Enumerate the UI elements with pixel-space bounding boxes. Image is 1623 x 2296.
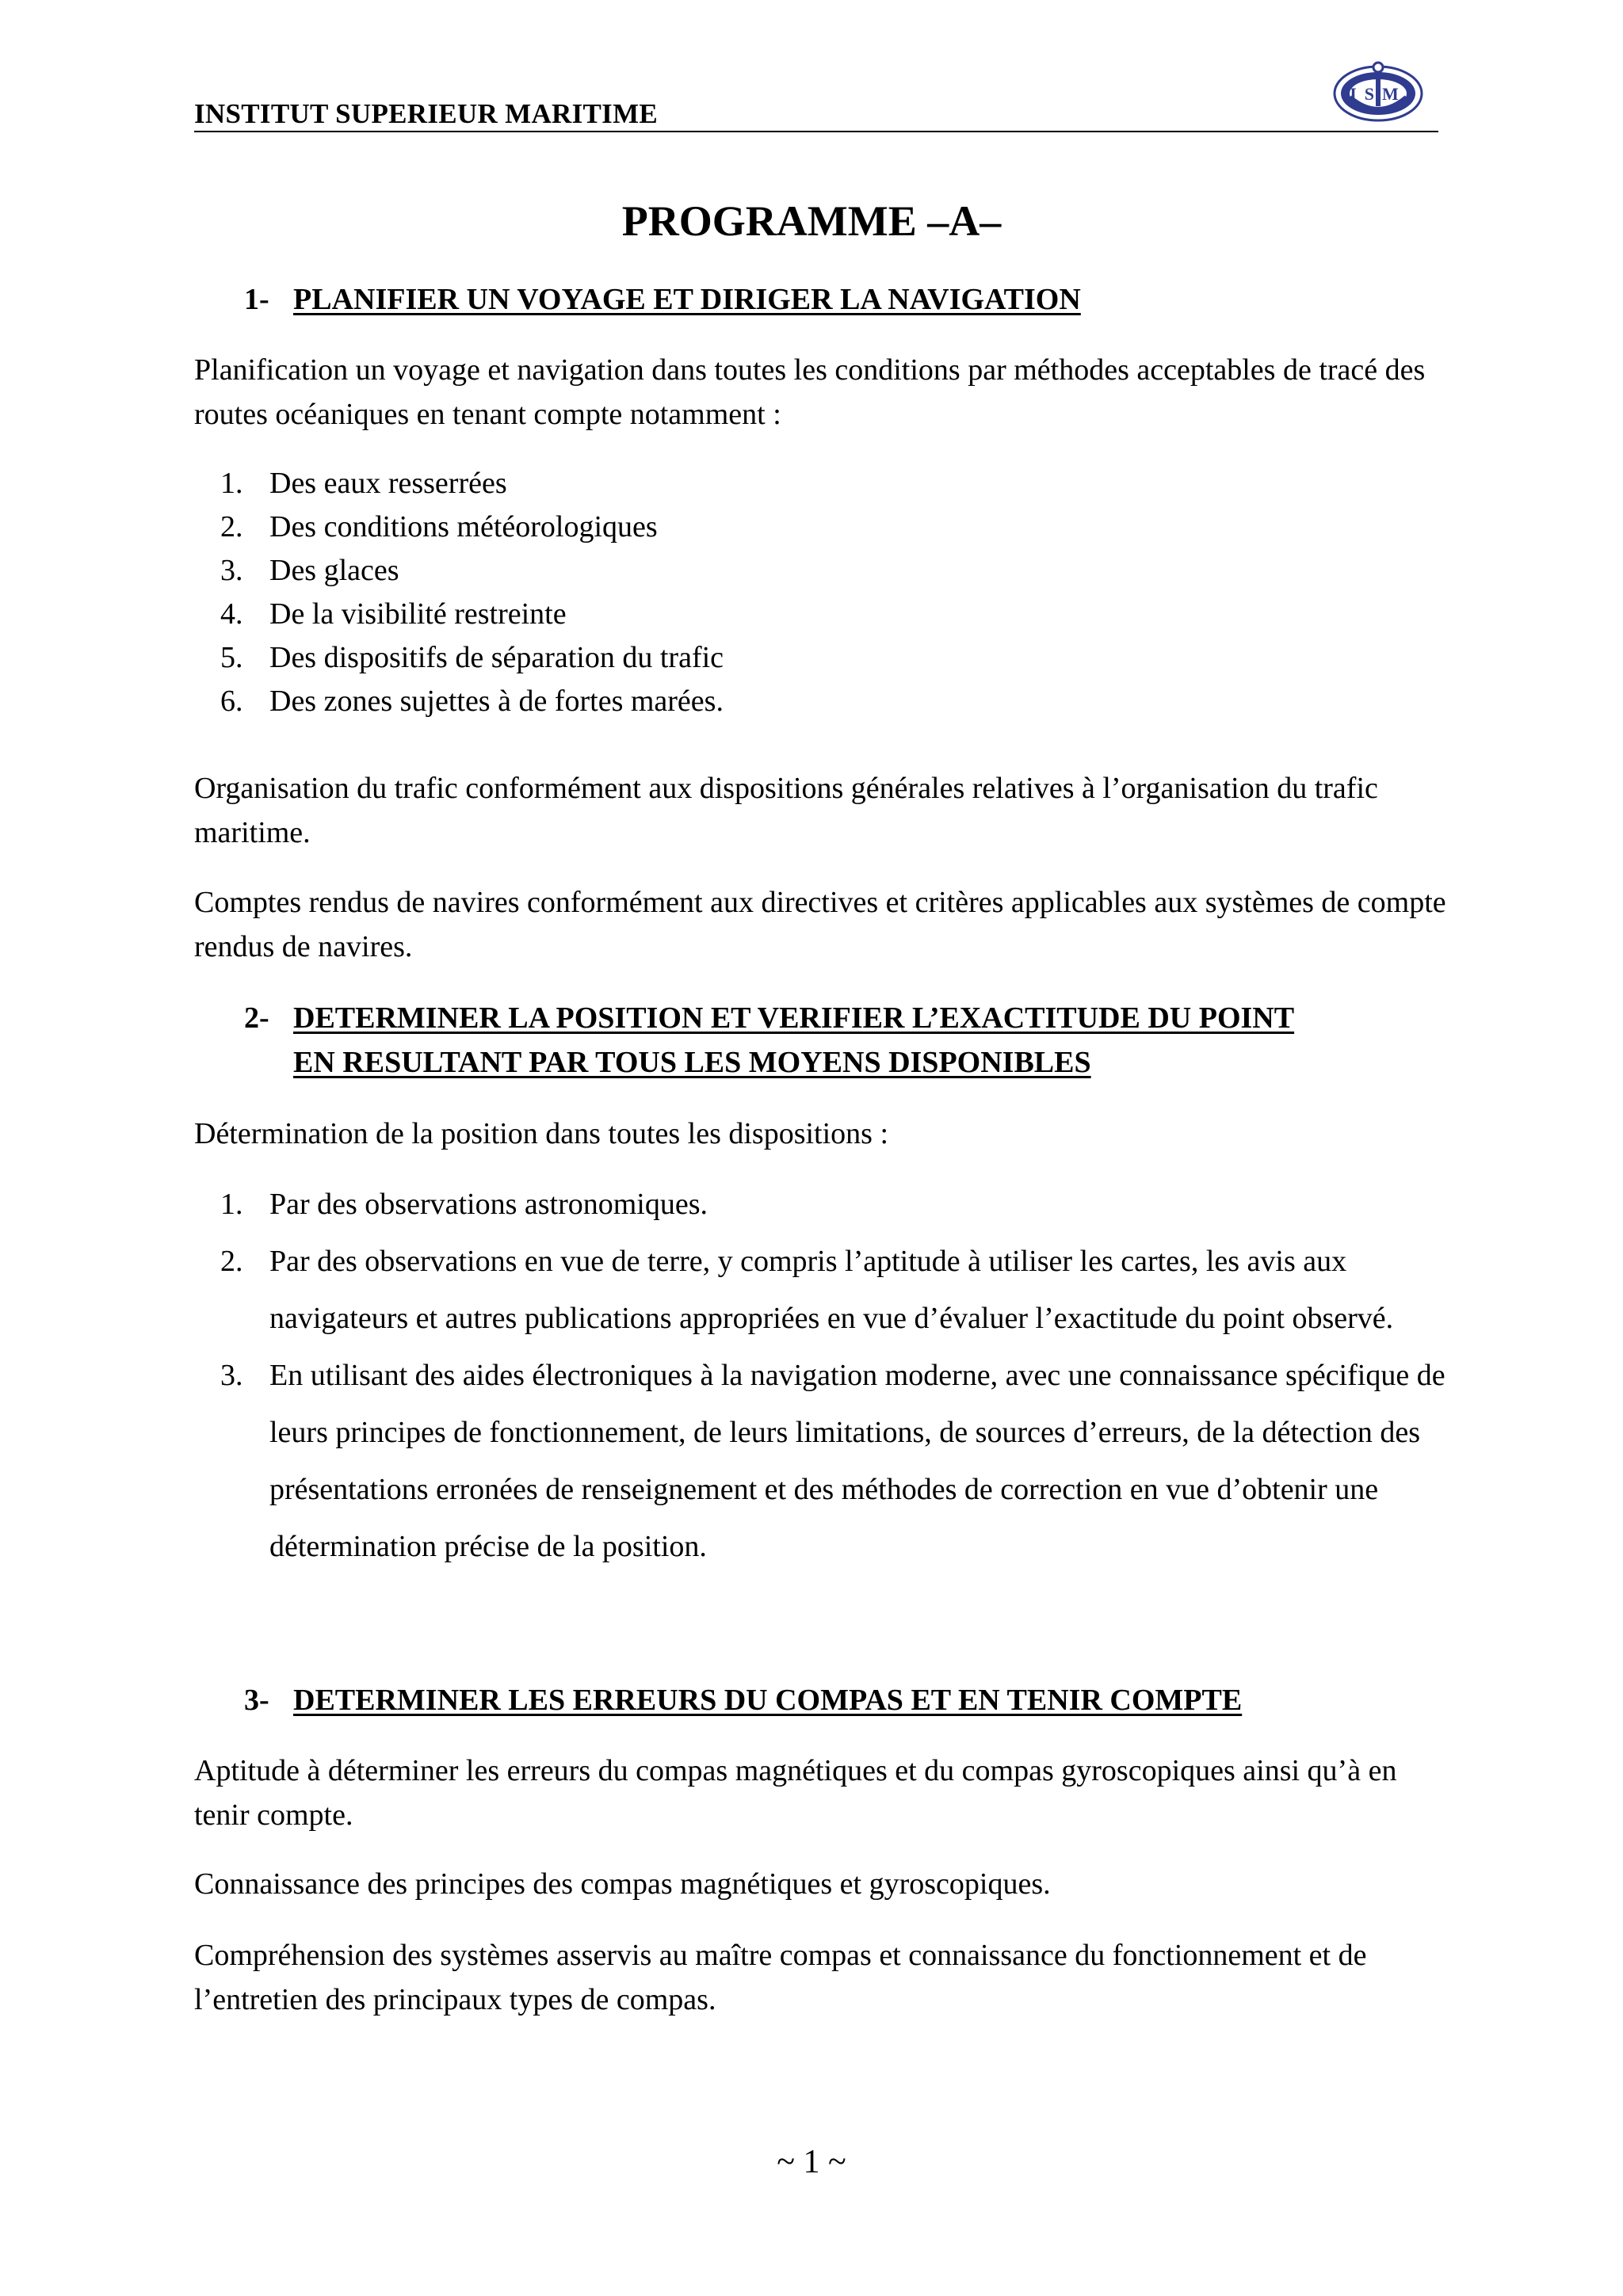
section-2-number: 2- — [244, 1001, 269, 1035]
section-1-title: PLANIFIER UN VOYAGE ET DIRIGER LA NAVIGATION — [293, 283, 1081, 316]
list-item — [220, 593, 724, 636]
header-rule — [194, 131, 1438, 132]
list-item — [220, 1176, 1449, 1233]
section-3-heading — [244, 1678, 1242, 1722]
list-text: Des eaux resserrées — [269, 467, 507, 500]
list-text: De la visibilité restreinte — [269, 597, 567, 631]
list-text: Par des observations en vue de terre, y compris l’aptitude à utiliser les cartes, les avis aux navigateurs et autres publications appropriées en vue d’évaluer l’exactitude du point observé. — [269, 1245, 1394, 1335]
section-2-title-line2: EN RESULTANT PAR TOUS LES MOYENS DISPONIBLES — [293, 1046, 1091, 1079]
list-text: Des conditions météorologiques — [269, 510, 658, 543]
list-item — [220, 505, 724, 549]
list-number: 2. — [220, 510, 243, 543]
list-text: Des dispositifs de séparation du trafic — [269, 641, 724, 674]
logo-text: ISM — [1350, 84, 1407, 104]
section-1-paragraph: Comptes rendus de navires conformément aux directives et critères applicables aux systèmes de compte rendus de navires. — [194, 886, 1446, 963]
list-item — [220, 636, 724, 680]
list-number: 4. — [220, 597, 243, 631]
list-number: 5. — [220, 641, 243, 674]
page-title: PROGRAMME –A– — [621, 197, 1002, 245]
list-text: Des zones sujettes à de fortes marées. — [269, 685, 724, 718]
section-1-paragraph: Organisation du trafic conformément aux dispositions générales relatives à l’organisation du trafic maritime. — [194, 772, 1378, 849]
section-1-number: 1- — [244, 283, 269, 316]
section-3-title: DETERMINER LES ERREURS DU COMPAS ET EN TENIR COMPTE — [293, 1684, 1243, 1717]
section-3-paragraph: Aptitude à déterminer les erreurs du compas magnétiques et du compas gyroscopiques ainsi qu’à en tenir compte. — [194, 1754, 1397, 1832]
section-2-heading — [244, 996, 1294, 1085]
section-1-heading — [244, 277, 1081, 322]
list-text: Des glaces — [269, 554, 399, 587]
list-number: 3. — [220, 1359, 243, 1392]
list-item — [220, 1347, 1449, 1575]
list-number: 6. — [220, 685, 243, 718]
list-item — [220, 1233, 1449, 1347]
section-1-intro: Planification un voyage et navigation dans toutes les conditions par méthodes acceptables de tracé des routes océaniques en tenant compte notamment : — [194, 353, 1426, 431]
page-number: ~ 1 ~ — [777, 2144, 846, 2180]
header-institution: INSTITUT SUPERIEUR MARITIME — [194, 98, 659, 129]
list-text: En utilisant des aides électroniques à la navigation moderne, avec une connaissance spécifique de leurs principes de fonctionnement, de leurs limitations, de sources d’erreurs, de la détection des présentations erronées de renseignement et des méthodes de correction en vue d’obtenir une détermination précise de la position. — [269, 1359, 1445, 1563]
list-number: 1. — [220, 1188, 243, 1221]
section-3-paragraph: Compréhension des systèmes asservis au maître compas et connaissance du fonctionnement et de l’entretien des principaux types de compas. — [194, 1939, 1367, 2016]
list-text: Par des observations astronomiques. — [269, 1188, 708, 1221]
section-1-list — [220, 462, 724, 723]
ism-logo — [1333, 60, 1424, 124]
section-3-number: 3- — [244, 1684, 269, 1717]
list-item — [220, 680, 724, 723]
section-2-title-line1: DETERMINER LA POSITION ET VERIFIER L’EXACTITUDE DU POINT — [293, 1001, 1295, 1035]
list-item — [220, 462, 724, 505]
list-number: 2. — [220, 1245, 243, 1278]
list-number: 1. — [220, 467, 243, 500]
section-2-intro: Détermination de la position dans toutes les dispositions : — [194, 1117, 889, 1150]
section-3-paragraph: Connaissance des principes des compas magnétiques et gyroscopiques. — [194, 1867, 1051, 1901]
section-2-list — [220, 1176, 1449, 1575]
list-number: 3. — [220, 554, 243, 587]
list-item — [220, 549, 724, 593]
